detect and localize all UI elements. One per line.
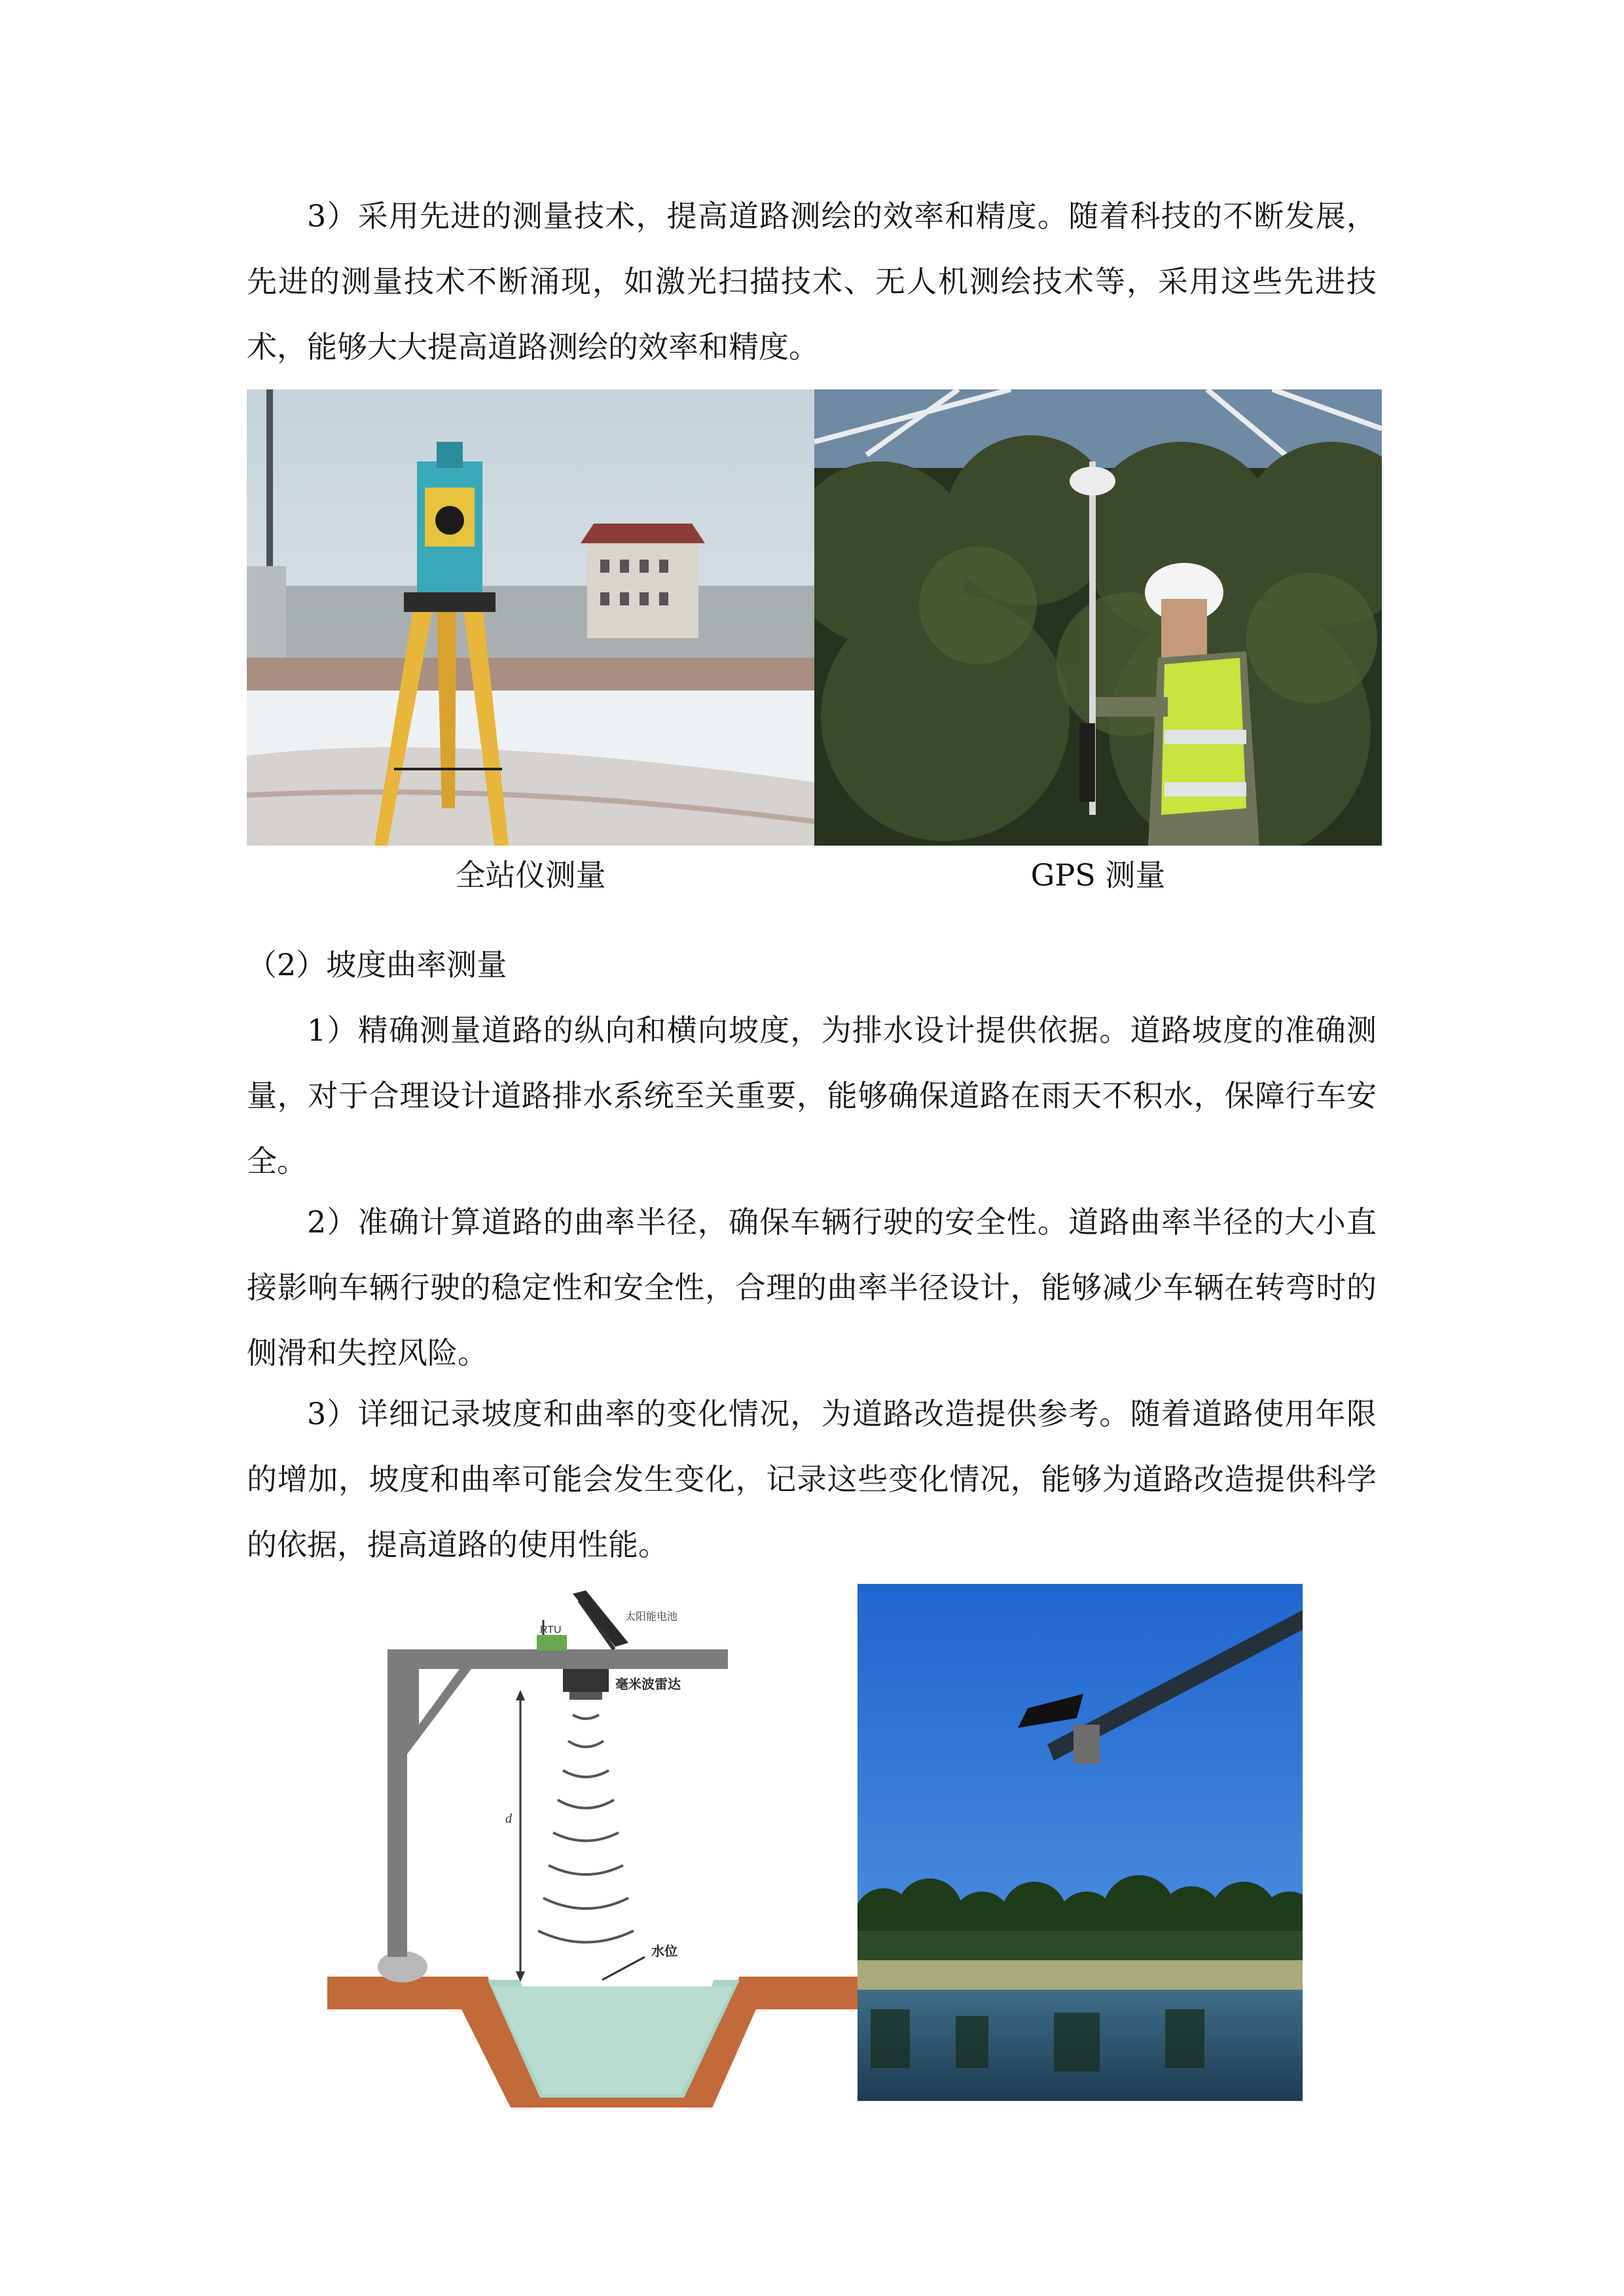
caption-gps: GPS 测量: [1030, 857, 1166, 893]
caption-total-station: 全站仪测量: [455, 857, 606, 893]
paragraph-slope: 1）精确测量道路的纵向和横向坡度，为排水设计提供依据。道路坡度的准确测量，对于合理设计道路排水系统至关重要，能够确保道路在雨天不积水，保障行车安全。: [247, 1013, 1377, 1179]
gps-survey-photo: [814, 389, 1382, 846]
paragraph-change-record: 3）详细记录坡度和曲率的变化情况，为道路改造提供参考。随着道路使用年限的增加，坡度和曲率可能会发生变化，记录这些变化情况，能够为道路改造提供科学的依据，提高道路的使用性能。: [247, 1396, 1377, 1562]
section-heading-slope-curvature: （2）坡度曲率测量: [247, 947, 507, 982]
radar-water-level-diagram: [321, 1584, 857, 2108]
paragraph-curvature: 2）准确计算道路的曲率半径，确保车辆行驶的安全性。道路曲率半径的大小直接影响车辆行驶的稳定性和安全性，合理的曲率半径设计，能够减少车辆在转弯时的侧滑和失控风险。: [247, 1204, 1377, 1371]
river-radar-photo: [857, 1584, 1303, 2101]
paragraph-advanced-tech: 3）采用先进的测量技术，提高道路测绘的效率和精度。随着科技的不断发展，先进的测量技术不断涌现，如激光扫描技术、无人机测绘技术等，采用这些先进技术，能够大大提高道路测绘的效率和精度。: [247, 198, 1377, 365]
total-station-photo: [247, 389, 814, 846]
label-rtu: RTU: [540, 1624, 562, 1636]
label-solar-panel: 太阳能电池: [625, 1611, 678, 1623]
label-radar: 毫米波雷达: [615, 1677, 681, 1692]
label-water-level: 水位: [651, 1945, 677, 1959]
label-distance: d: [505, 1812, 512, 1826]
